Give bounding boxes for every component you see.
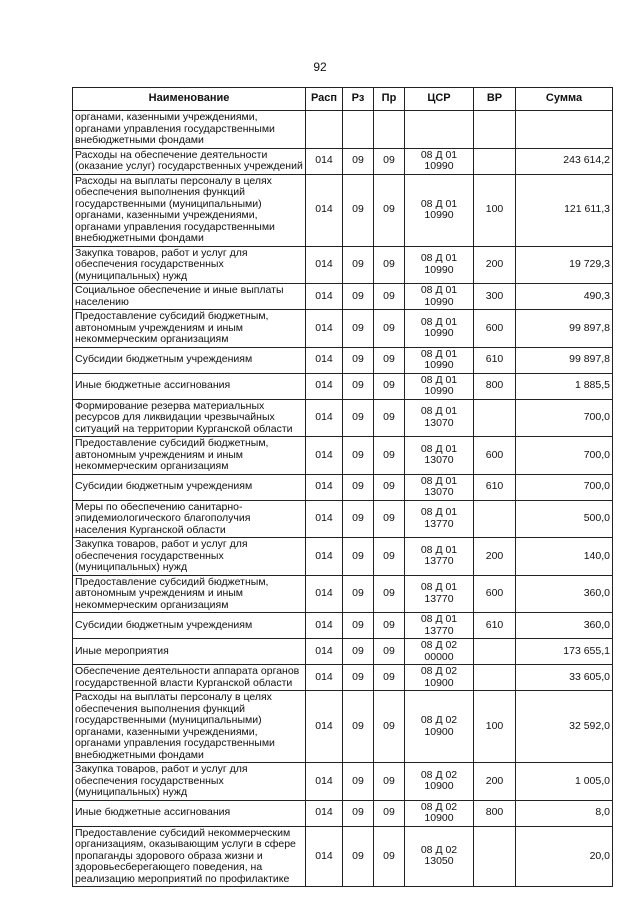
cell-name: Субсидии бюджетным учреждениям [73,613,306,639]
cell-rasp: 014 [306,347,343,373]
cell-csr: 08 Д 01 13770 [405,613,474,639]
cell-csr: 08 Д 01 10990 [405,148,474,174]
cell-sum: 500,0 [516,500,613,538]
cell-vr: 600 [474,310,516,348]
cell-pr: 09 [374,373,405,399]
cell-csr: 08 Д 01 10990 [405,246,474,284]
cell-name: Закупка товаров, работ и услуг для обеспечения государственных (муниципальных) нужд [73,538,306,576]
cell-sum [516,111,613,149]
cell-name: Предоставление субсидий некоммерческим организациям, оказывающим услуги в сфере пропаганды здорового образа жизни и здоровьесберегающего поведения, на реализацию мероприятий по профилактике [73,826,306,887]
cell-sum: 1 885,5 [516,373,613,399]
cell-rasp: 014 [306,575,343,613]
cell-csr: 08 Д 02 10900 [405,800,474,826]
cell-rasp: 014 [306,763,343,801]
cell-vr [474,111,516,149]
table-row [73,246,613,284]
cell-name: Иные бюджетные ассигнования [73,800,306,826]
cell-name: Иные бюджетные ассигнования [73,373,306,399]
cell-sum: 360,0 [516,613,613,639]
cell-csr: 08 Д 02 13050 [405,826,474,887]
cell-pr: 09 [374,474,405,500]
table-row [73,373,613,399]
cell-vr: 800 [474,373,516,399]
cell-pr: 09 [374,763,405,801]
cell-rasp [306,111,343,149]
table-row [73,538,613,576]
cell-pr: 09 [374,310,405,348]
table-row [73,111,613,149]
cell-vr [474,826,516,887]
table-row [73,399,613,437]
cell-rz: 09 [343,474,374,500]
cell-sum: 33 605,0 [516,665,613,691]
cell-csr: 08 Д 02 00000 [405,639,474,665]
cell-sum: 1 005,0 [516,763,613,801]
table-row [73,826,613,887]
cell-vr [474,665,516,691]
cell-sum: 20,0 [516,826,613,887]
cell-pr: 09 [374,500,405,538]
cell-sum: 700,0 [516,437,613,475]
header-sum: Сумма [516,88,613,111]
table-row [73,613,613,639]
cell-csr: 08 Д 01 13070 [405,437,474,475]
cell-name: Меры по обеспечению санитарно-эпидемиологического благополучия населения Курганской области [73,500,306,538]
cell-sum: 99 897,8 [516,310,613,348]
cell-rz: 09 [343,284,374,310]
header-name: Наименование [73,88,306,111]
header-vr: ВР [474,88,516,111]
cell-pr: 09 [374,284,405,310]
cell-pr: 09 [374,148,405,174]
cell-rz: 09 [343,373,374,399]
cell-vr: 800 [474,800,516,826]
cell-pr [374,111,405,149]
cell-sum: 700,0 [516,399,613,437]
table-header-row [73,88,613,111]
cell-rz: 09 [343,665,374,691]
cell-rasp: 014 [306,538,343,576]
cell-rz: 09 [343,763,374,801]
cell-rz: 09 [343,148,374,174]
cell-rz: 09 [343,575,374,613]
cell-rz: 09 [343,437,374,475]
cell-pr: 09 [374,665,405,691]
cell-vr: 200 [474,763,516,801]
cell-vr: 200 [474,538,516,576]
cell-rz [343,111,374,149]
cell-name: Формирование резерва материальных ресурсов для ликвидации чрезвычайных ситуаций на территории Курганской области [73,399,306,437]
cell-csr: 08 Д 02 10900 [405,665,474,691]
cell-name: Субсидии бюджетным учреждениям [73,474,306,500]
cell-name: органами, казенными учреждениями, органами управления государственными внебюджетными фондами [73,111,306,149]
budget-table [72,87,613,887]
cell-rasp: 014 [306,800,343,826]
cell-name: Расходы на выплаты персоналу в целях обеспечения выполнения функций государственными (муниципальными) органами, казенными учреждениями, органами управления государственными внебюджетными фондами [73,174,306,246]
cell-vr [474,399,516,437]
cell-name: Предоставление субсидий бюджетным, автономным учреждениям и иным некоммерческим организациям [73,575,306,613]
header-csr: ЦСР [405,88,474,111]
cell-rasp: 014 [306,174,343,246]
cell-name: Обеспечение деятельности аппарата органов государственной власти Курганской области [73,665,306,691]
header-rasp: Расп [306,88,343,111]
cell-rasp: 014 [306,148,343,174]
cell-pr: 09 [374,826,405,887]
cell-sum: 243 614,2 [516,148,613,174]
cell-rz: 09 [343,500,374,538]
cell-rz: 09 [343,347,374,373]
cell-rz: 09 [343,826,374,887]
cell-name: Предоставление субсидий бюджетным, автономным учреждениям и иным некоммерческим организациям [73,310,306,348]
table-row [73,665,613,691]
cell-csr: 08 Д 01 13770 [405,538,474,576]
cell-rz: 09 [343,639,374,665]
header-pr: Пр [374,88,405,111]
cell-vr [474,639,516,665]
cell-rasp: 014 [306,474,343,500]
cell-rasp: 014 [306,399,343,437]
cell-sum: 99 897,8 [516,347,613,373]
cell-vr: 300 [474,284,516,310]
cell-rasp: 014 [306,613,343,639]
cell-sum: 140,0 [516,538,613,576]
cell-name: Закупка товаров, работ и услуг для обеспечения государственных (муниципальных) нужд [73,246,306,284]
cell-rasp: 014 [306,500,343,538]
cell-pr: 09 [374,691,405,763]
cell-pr: 09 [374,575,405,613]
cell-pr: 09 [374,246,405,284]
cell-vr: 100 [474,174,516,246]
cell-rasp: 014 [306,284,343,310]
cell-csr: 08 Д 01 10990 [405,310,474,348]
cell-pr: 09 [374,538,405,576]
cell-rasp: 014 [306,246,343,284]
cell-vr: 200 [474,246,516,284]
cell-rz: 09 [343,538,374,576]
cell-name: Предоставление субсидий бюджетным, автономным учреждениям и иным некоммерческим организациям [73,437,306,475]
table-row [73,347,613,373]
cell-csr: 08 Д 01 10990 [405,284,474,310]
cell-csr: 08 Д 01 10990 [405,373,474,399]
cell-name: Иные мероприятия [73,639,306,665]
table-row [73,310,613,348]
table-row [73,474,613,500]
cell-vr [474,500,516,538]
cell-rasp: 014 [306,437,343,475]
table-body [73,111,613,887]
table-row [73,691,613,763]
cell-name: Социальное обеспечение и иные выплаты населению [73,284,306,310]
cell-rasp: 014 [306,826,343,887]
cell-name: Расходы на обеспечение деятельности (оказание услуг) государственных учреждений [73,148,306,174]
table-row [73,148,613,174]
cell-vr: 100 [474,691,516,763]
cell-name: Субсидии бюджетным учреждениям [73,347,306,373]
cell-pr: 09 [374,800,405,826]
cell-csr: 08 Д 01 13770 [405,500,474,538]
cell-pr: 09 [374,639,405,665]
cell-csr: 08 Д 01 10990 [405,174,474,246]
cell-rz: 09 [343,174,374,246]
cell-rasp: 014 [306,665,343,691]
cell-csr: 08 Д 01 13770 [405,575,474,613]
header-rz: Рз [343,88,374,111]
cell-rasp: 014 [306,691,343,763]
cell-pr: 09 [374,613,405,639]
cell-sum: 32 592,0 [516,691,613,763]
cell-vr: 600 [474,575,516,613]
cell-pr: 09 [374,437,405,475]
cell-rz: 09 [343,399,374,437]
cell-vr: 600 [474,437,516,475]
cell-pr: 09 [374,347,405,373]
cell-vr: 610 [474,474,516,500]
table-row [73,639,613,665]
table-row [73,575,613,613]
cell-sum: 8,0 [516,800,613,826]
table-row [73,174,613,246]
cell-rasp: 014 [306,310,343,348]
cell-rz: 09 [343,613,374,639]
cell-vr [474,148,516,174]
cell-sum: 700,0 [516,474,613,500]
table-row [73,284,613,310]
cell-sum: 173 655,1 [516,639,613,665]
cell-rz: 09 [343,800,374,826]
cell-sum: 121 611,3 [516,174,613,246]
cell-rz: 09 [343,310,374,348]
page-number: 92 [313,60,327,74]
cell-vr: 610 [474,613,516,639]
table-row [73,500,613,538]
cell-name: Закупка товаров, работ и услуг для обеспечения государственных (муниципальных) нужд [73,763,306,801]
cell-sum: 490,3 [516,284,613,310]
table-row [73,763,613,801]
cell-rasp: 014 [306,373,343,399]
cell-pr: 09 [374,399,405,437]
cell-pr: 09 [374,174,405,246]
cell-csr: 08 Д 02 10900 [405,691,474,763]
cell-csr: 08 Д 02 10900 [405,763,474,801]
cell-rz: 09 [343,691,374,763]
cell-csr: 08 Д 01 13070 [405,474,474,500]
cell-rz: 09 [343,246,374,284]
table-row [73,800,613,826]
table-row [73,437,613,475]
cell-csr: 08 Д 01 13070 [405,399,474,437]
cell-rasp: 014 [306,639,343,665]
cell-sum: 360,0 [516,575,613,613]
cell-vr: 610 [474,347,516,373]
cell-csr [405,111,474,149]
cell-csr: 08 Д 01 10990 [405,347,474,373]
cell-sum: 19 729,3 [516,246,613,284]
cell-name: Расходы на выплаты персоналу в целях обеспечения выполнения функций государственными (муниципальными) органами, казенными учреждениями, органами управления государственными внебюджетными фондами [73,691,306,763]
